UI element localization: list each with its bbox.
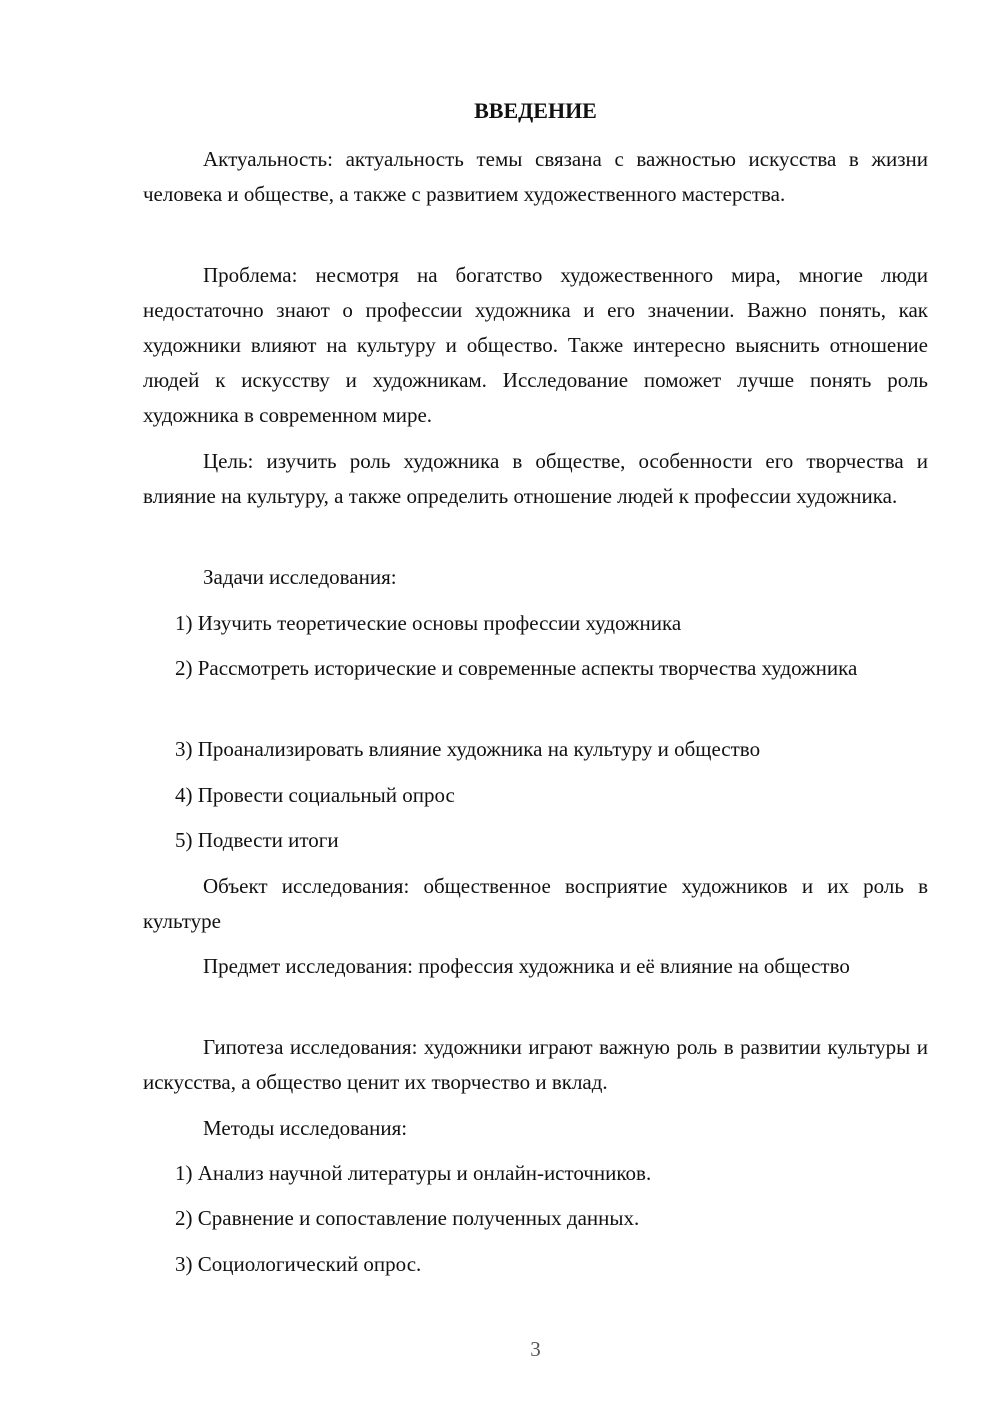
task-item: 3) Проанализировать влияние художника на культуру и общество (175, 737, 761, 761)
method-item: 1) Анализ научной литературы и онлайн-источников. (175, 1161, 652, 1185)
task-item: 5) Подвести итоги (175, 828, 339, 852)
tasks-heading: Задачи исследования: (203, 565, 397, 589)
methods-heading: Методы исследования: (203, 1116, 408, 1140)
document-page (143, 0, 928, 1414)
object-paragraph: Объект исследования: общественное восприятие художников и их роль в культуре (143, 874, 928, 933)
hypothesis-paragraph: Гипотеза исследования: художники играют важную роль в развитии культуры и искусства, а общество ценит их творчество и вклад. (143, 1035, 928, 1094)
relevance-paragraph: Актуальность: актуальность темы связана с важностью искусства в жизни человека и обществе, а также с развитием художественного мастерства. (143, 147, 928, 206)
task-item: 4) Провести социальный опрос (175, 783, 455, 807)
task-item: 2) Рассмотреть исторические и современные аспекты творчества художника (175, 656, 858, 680)
problem-paragraph: Проблема: несмотря на богатство художественного мира, многие люди недостаточно знают о профессии художника и его значении. Важно понять, как художники влияют на культуру и общество. Также интересно выяснить отношение людей к искусству и художникам. Исследование поможет лучше понять роль художника в современном мире. (143, 263, 928, 427)
page-number: 3 (530, 1337, 541, 1361)
subject-paragraph: Предмет исследования: профессия художника и её влияние на общество (203, 954, 850, 978)
method-item: 2) Сравнение и сопоставление полученных данных. (175, 1206, 640, 1230)
goal-paragraph: Цель: изучить роль художника в обществе, особенности его творчества и влияние на культуру, а также определить отношение людей к профессии художника. (143, 449, 928, 508)
section-title: ВВЕДЕНИЕ (474, 98, 597, 123)
method-item: 3) Социологический опрос. (175, 1252, 422, 1276)
task-item: 1) Изучить теоретические основы профессии художника (175, 611, 682, 635)
